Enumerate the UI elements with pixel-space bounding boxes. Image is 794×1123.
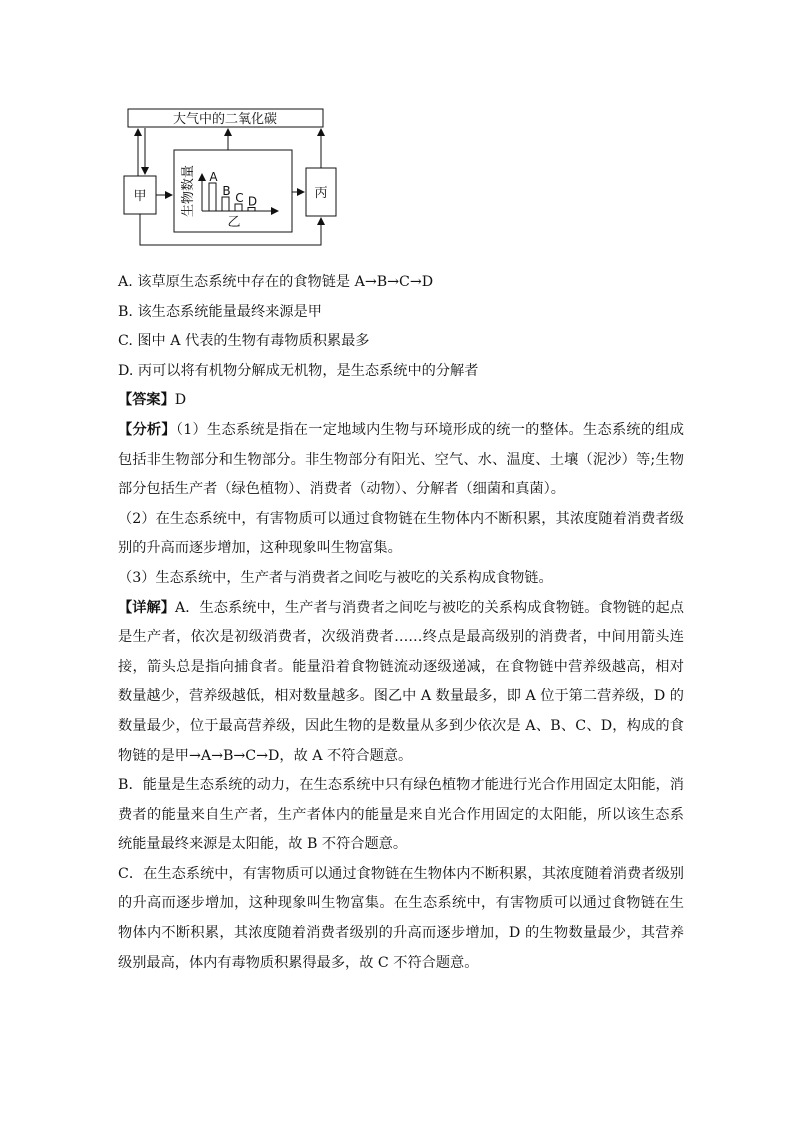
question-content xyxy=(118,268,684,978)
yi-label: 乙 xyxy=(227,215,241,230)
bing-label: 丙 xyxy=(314,186,328,201)
option-a: A. 该草原生态系统中存在的食物链是 A→B→C→D xyxy=(118,274,434,290)
analysis-p1-text: （1）生态系统是指在一定地域内生物与环境形成的统一的整体。生态系统的组成包括非生物部分和生物部分。非生物部分有阳光、空气、水、温度、土壤（泥沙）等;生物部分包括生产者（绿色植物）、消费者（动物）、分解者（细菌和真菌）。 xyxy=(118,421,684,498)
detail-a xyxy=(118,594,684,772)
population-chart xyxy=(180,165,278,230)
y-axis-label: 生物数量 xyxy=(181,164,196,218)
answer-tag: 【答案】 xyxy=(118,392,175,409)
bars-group xyxy=(209,170,257,211)
bar-c xyxy=(235,204,242,211)
answer-value: D xyxy=(174,392,187,409)
carbon-cycle-diagram xyxy=(118,102,348,254)
option-c: C. 图中 A 代表的生物有毒物质积累最多 xyxy=(118,333,370,350)
option-d: D. 丙可以将有机物分解成无机物，是生态系统中的分解者 xyxy=(118,362,479,379)
atmosphere-label: 大气中的二氧化碳 xyxy=(172,112,278,127)
answer-line xyxy=(118,386,684,416)
bar-label-a: A xyxy=(209,170,218,184)
analysis-p3: （3）生态系统中，生产者与消费者之间吃与被吃的关系构成食物链。 xyxy=(118,569,553,586)
bar-label-d: D xyxy=(247,194,258,209)
detail-a-text: A．生态系统中，生产者与消费者之间吃与被吃的关系构成食物链。食物链的起点是生产者，依次是初级消费者，次级消费者……终点是最高级别的消费者，中间用箭头连接，箭头总是指向捕食者。能量沿着食物链流动逐级递减，在食物链中营养级越高，相对数量越少，营养级越低，相对数量越多。图乙中 A 数量最多，即 A 位于第二营养级，D 的数量最少，位于最高营养级，因此生物的是数量从多到少依次是 A、B、C、D，构成的食物链的是甲→A→B→C→D，故 A 不符合题意。 xyxy=(118,599,684,764)
analysis-p1 xyxy=(118,416,684,505)
detail-tag: 【详解】 xyxy=(118,599,175,616)
detail-c: C．在生态系统中，有害物质可以通过食物链在生物体内不断积累，其浓度随着消费者级别的升高而逐步增加，这种现象叫生物富集。在生态系统中，有害物质可以通过食物链在生物体内不断积累，其浓度随着消费者级别的升高而逐步增加，D 的生物数量最少，其营养级别最高，体内有毒物质积累得最多，故 C 不符合题意。 xyxy=(118,865,684,971)
detail-b: B．能量是生态系统的动力，在生态系统中只有绿色植物才能进行光合作用固定太阳能，消费者的能量来自生产者，生产者体内的能量是来自光合作用固定的太阳能，所以该生态系统能量最终来源是太阳能，故 B 不符合题意。 xyxy=(118,777,684,853)
analysis-tag: 【分析】 xyxy=(118,421,176,438)
bar-a xyxy=(209,183,216,211)
analysis-p2: （2）在生态系统中，有害物质可以通过食物链在生物体内不断积累，其浓度随着消费者级别的升高而逐步增加，这种现象叫生物富集。 xyxy=(118,510,684,557)
diagram-svg xyxy=(118,102,348,254)
option-b: B. 该生态系统能量最终来源是甲 xyxy=(118,303,322,320)
bar-label-b: B xyxy=(222,184,231,198)
bar-b xyxy=(222,197,229,211)
bar-label-c: C xyxy=(235,191,244,205)
jia-label: 甲 xyxy=(133,189,147,204)
